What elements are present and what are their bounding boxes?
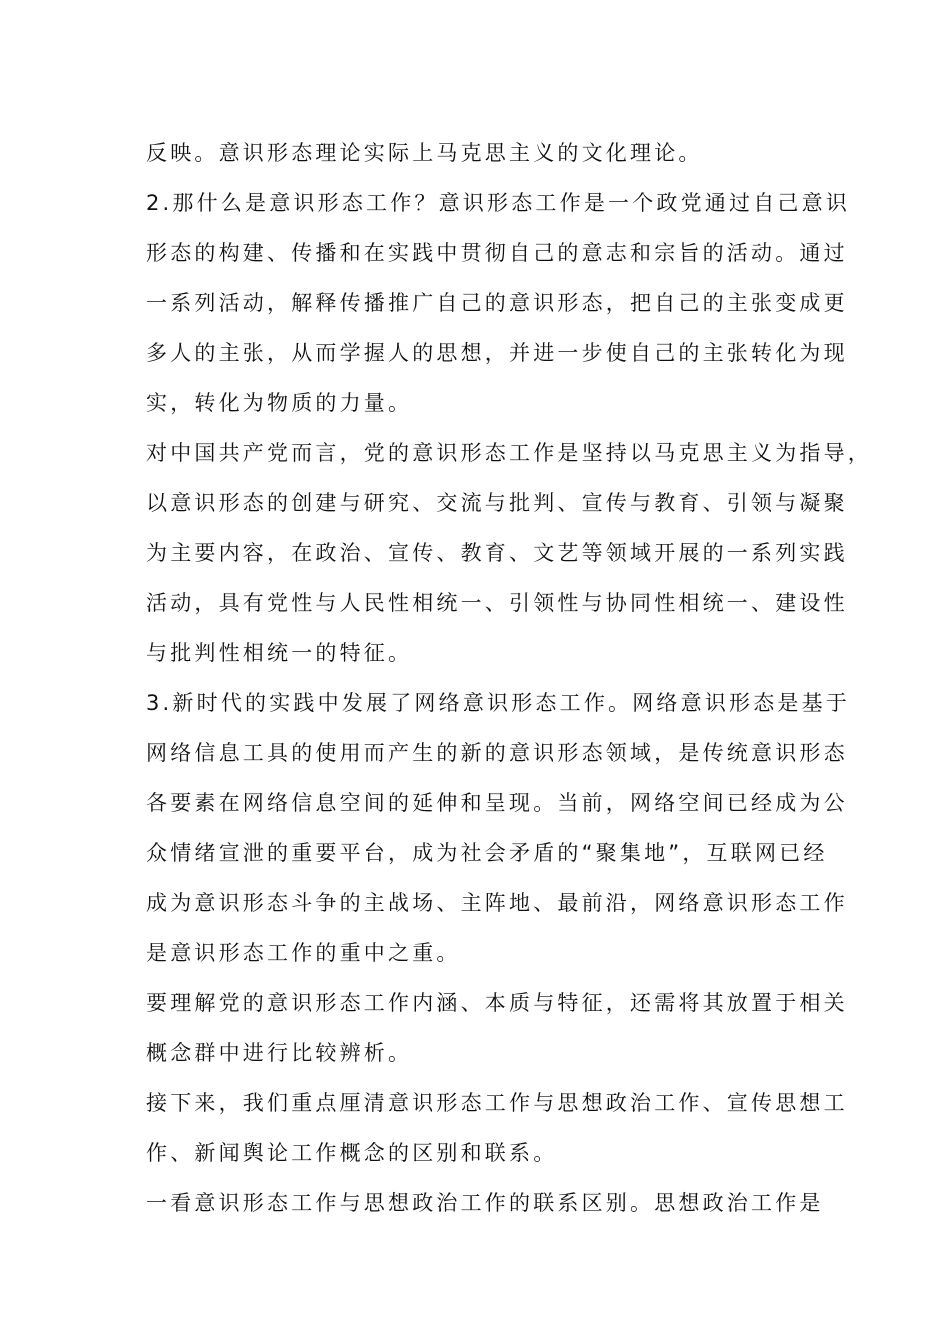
text-line: 作、新闻舆论工作概念的区别和联系。 (146, 1141, 558, 1165)
document-body (146, 128, 872, 1228)
text-line: 概念群中进行比较辨析。 (146, 1041, 413, 1065)
text-line: 是意识形态工作的重中之重。 (146, 941, 461, 965)
text-line: 要理解党的意识形态工作内涵、本质与特征，还需将其放置于相关 (146, 991, 848, 1015)
text-line: 与批判性相统一的特征。 (146, 641, 413, 665)
text-line: 多人的主张，从而学握人的思想，并进一步使自己的主张转化为现 (146, 341, 848, 365)
text-line: 3.新时代的实践中发展了网络意识形态工作。网络意识形态是基于 (146, 691, 851, 715)
text-line: 各要素在网络信息空间的延伸和呈现。当前，网络空间已经成为公 (146, 791, 848, 815)
text-line: 众情绪宣泄的重要平台，成为社会矛盾的“聚集地”，互联网已经 (146, 841, 828, 865)
text-line: 2.那什么是意识形态工作？意识形态工作是一个政党通过自己意识 (146, 191, 851, 215)
text-line: 实，转化为物质的力量。 (146, 391, 413, 415)
text-line: 一看意识形态工作与思想政治工作的联系区别。思想政治工作是 (146, 1191, 824, 1215)
text-line: 以意识形态的创建与研究、交流与批判、宣传与教育、引领与凝聚 (146, 491, 848, 515)
text-line: 对中国共产党而言，党的意识形态工作是坚持以马克思主义为指导， (146, 441, 872, 465)
text-line: 形态的构建、传播和在实践中贯彻自己的意志和宗旨的活动。通过 (146, 241, 848, 265)
text-line: 成为意识形态斗争的主战场、主阵地、最前沿，网络意识形态工作 (146, 891, 848, 915)
text-line: 网络信息工具的使用而产生的新的意识形态领域，是传统意识形态 (146, 741, 848, 765)
text-line: 一系列活动，解释传播推广自己的意识形态，把自己的主张变成更 (146, 291, 848, 315)
text-line: 活动，具有党性与人民性相统一、引领性与协同性相统一、建设性 (146, 591, 848, 615)
text-line: 为主要内容，在政治、宣传、教育、文艺等领域开展的一系列实践 (146, 541, 848, 565)
text-line: 接下来，我们重点厘清意识形态工作与思想政治工作、宣传思想工 (146, 1091, 848, 1115)
text-line: 反映。意识形态理论实际上马克思主义的文化理论。 (146, 141, 703, 165)
